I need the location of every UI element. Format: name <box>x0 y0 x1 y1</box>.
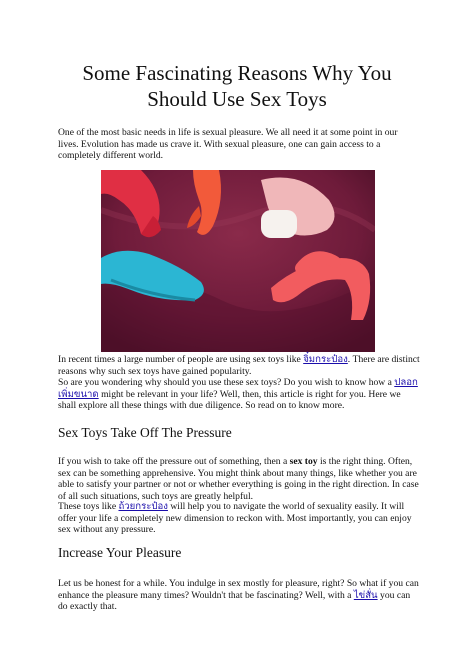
paragraph-pleasure-text-2: you can do exactly that. <box>58 589 411 613</box>
paragraph-pressure-2 <box>58 501 420 536</box>
paragraph-pleasure <box>58 578 420 613</box>
paragraph-wondering <box>58 377 420 412</box>
paragraph-pressure-2-text-2: will help you to navigate the world of sexuality easily. It will offer your life a completely new dimension to reckon with. Most importantly, you can enjoy sex without any pressure. <box>58 501 412 536</box>
pink-toy-cap <box>261 210 297 238</box>
link-toy-3[interactable]: ถ้วยกระป๋อง <box>118 501 168 512</box>
paragraph-pressure-1-text-2: is the right thing. Often, sex can be something apprehensive. You might think about many things, like whether you are able to satisfy your partner or not or whether everything is going in the right direction. In case of all such situations, such toys are greatly helpful. <box>58 456 419 502</box>
photo-illustration <box>101 170 375 352</box>
paragraph-pressure-1-text-1: If you wish to take off the pressure out of something, then a <box>58 456 290 467</box>
paragraph-popularity <box>58 354 420 377</box>
bold-sex-toy: sex toy <box>289 456 318 467</box>
intro-paragraph: One of the most basic needs in life is sexual pleasure. We all need it at some point in our lives. Evolution has made us crave it. With sexual pleasure, one can gain access to a completely different world. <box>58 127 398 162</box>
link-toy-4[interactable]: ไข่สั่น <box>353 589 378 601</box>
paragraph-wondering-text-1: So are you wondering why should you use these sex toys? Do you wish to know how a <box>58 377 395 388</box>
title-line-2: Should Use Sex Toys <box>147 87 327 111</box>
paragraph-popularity-text-2: . There are distinct reasons why such sex toys have gained popularity. <box>58 354 420 377</box>
link-toy-1[interactable]: จิ๋มกระป๋อง <box>303 354 348 365</box>
title-line-1: Some Fascinating Reasons Why You <box>82 61 392 85</box>
document-title <box>40 60 434 112</box>
paragraph-popularity-text-1: In recent times a large number of people are using sex toys like <box>58 354 304 365</box>
paragraph-wondering-text-2: might be relevant in your life? Well, then, this article is right for you. Here we shall explore all these things with due diligence. So read on to know more. <box>58 388 401 412</box>
paragraph-pressure-2-text-1: These toys like <box>58 501 119 512</box>
paragraph-pressure-1 <box>58 456 420 502</box>
sex-toys-photo <box>101 170 375 352</box>
section-heading-pleasure: Increase Your Pleasure <box>58 545 182 560</box>
section-heading-pressure: Sex Toys Take Off The Pressure <box>58 425 232 440</box>
paragraph-pleasure-text-1: Let us be honest for a while. You indulge in sex mostly for pleasure, right? So what if you can enhance the pleasure many times? Wouldn't that be fascinating? Well, with a <box>58 578 419 601</box>
link-toy-2[interactable]: ปลอกเพิ่มขนาด <box>58 377 418 400</box>
